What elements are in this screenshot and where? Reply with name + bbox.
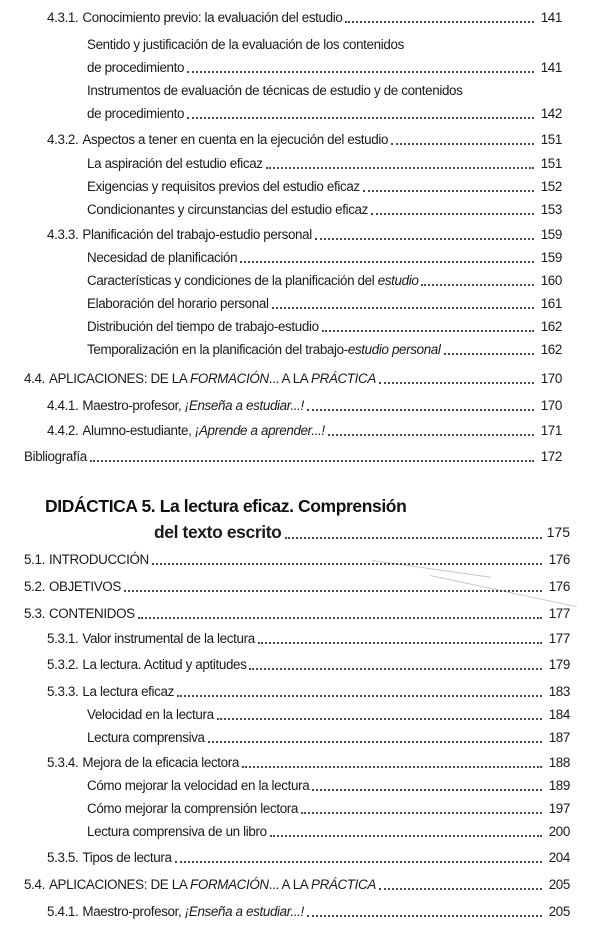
entry-number: 5.4. [24,877,45,892]
entry-number: 5.3.4. [47,755,79,770]
toc-entry [47,849,570,866]
entry-label: Aspectos a tener en cuenta en la ejecución del estudio [82,132,389,147]
page-number: 162 [540,342,562,357]
entry-label-line: Instrumentos de evaluación de técnicas de estudio y de contenidos [87,83,463,98]
toc-entry [87,201,562,218]
entry-label-italic: PRÁCTICA [311,877,376,892]
entry-label: Exigencias y requisitos previos del estudio eficaz [87,179,360,194]
page-number: 205 [548,877,570,892]
entry-label-text: Temporalización en la planificación del trabajo- [87,342,348,357]
page-number: 170 [540,398,562,413]
leader-dots [152,563,542,565]
entry-number: 5.3.2. [47,657,79,672]
page-number: 162 [540,319,562,334]
entry-label [82,903,303,920]
leader-dots [258,642,542,644]
entry-label: La lectura. Actitud y aptitudes [82,657,247,672]
leader-dots [371,213,534,215]
entry-label: Conocimiento previo: la evaluación del estudio [82,10,343,25]
toc-entry [47,754,570,771]
entry-label [49,370,376,387]
entry-label: CONTENIDOS [48,606,135,621]
leader-dots [444,353,534,355]
page-number: 187 [548,730,570,745]
toc-entry [87,155,562,172]
entry-number: 5.3.1. [47,631,79,646]
entry-label [49,876,376,893]
toc-entry [47,9,562,26]
toc-entry [47,226,562,243]
toc-entry [24,370,562,387]
chapter-title: DIDÁCTICA 5. La lectura eficaz. Comprensión [45,496,407,516]
entry-label: Planificación del trabajo-estudio personal [82,227,312,242]
leader-dots [272,307,534,309]
leader-dots [312,789,542,791]
toc-entry [87,249,562,266]
chapter-title-line2: del texto escrito [154,522,282,542]
leader-dots [307,409,534,411]
page-number: 204 [548,850,570,865]
page-number: 200 [548,824,570,839]
leader-dots [307,915,542,917]
entry-label [87,272,418,289]
page-number: 177 [548,606,570,621]
page-number: 151 [540,156,562,171]
entry-label-italic: ¡Enseña a estudiar...! [184,904,304,919]
entry-number: 5.3.3. [47,684,79,699]
page-number: 184 [548,707,570,722]
page-number: 176 [548,552,570,567]
entry-label-italic: ¡Enseña a estudiar...! [184,398,304,413]
entry-label-text: APLICACIONES: DE LA [48,877,191,892]
entry-label-line: Sentido y justificación de la evaluación de los contenidos [87,37,404,52]
toc-entry [87,178,562,195]
page-number: 152 [540,179,562,194]
page-number: 205 [548,904,570,919]
entry-label-italic: FORMACIÓN [190,877,269,892]
page-number: 142 [540,106,562,121]
entry-label: INTRODUCCIÓN [48,552,149,567]
leader-dots [285,537,541,539]
leader-dots [208,741,542,743]
toc-entry [87,800,570,817]
entry-number: 4.4.1. [47,398,79,413]
entry-label: Elaboración del horario personal [87,296,269,311]
entry-label-text: Maestro-profesor, [82,398,185,413]
toc-entry [87,777,570,794]
leader-dots [249,668,542,670]
entry-label: Lectura comprensiva [87,730,205,745]
leader-dots [266,167,534,169]
toc-entry [87,59,562,76]
page-number: 153 [540,202,562,217]
entry-label: Valor instrumental de la lectura [82,631,255,646]
page-number: 183 [548,684,570,699]
page-number: 141 [540,10,562,25]
entry-number: 4.4. [24,371,45,386]
entry-label: de procedimiento [87,60,185,75]
entry-label-text: APLICACIONES: DE LA [48,371,191,386]
entry-number: 4.3.3. [47,227,79,242]
entry-number: 5.2. [24,579,45,594]
page-number: 161 [540,296,562,311]
leader-dots [270,835,542,837]
entry-label [82,397,303,414]
entry-label [82,422,324,439]
chapter-title-row [154,521,570,543]
leader-dots [315,238,534,240]
page-number: 159 [540,227,562,242]
entry-number: 4.3.2. [47,132,79,147]
toc-entry [87,706,570,723]
entry-label: Bibliografía [24,449,87,464]
toc-entry [47,683,570,700]
entry-label: Tipos de lectura [82,850,172,865]
leader-dots [187,71,534,73]
toc-entry [24,448,562,465]
entry-number: 5.3.5. [47,850,79,865]
page-number: 179 [548,657,570,672]
leader-dots [90,460,534,462]
leader-dots [138,617,542,619]
page-number: 170 [540,371,562,386]
entry-label: de procedimiento [87,106,185,121]
entry-label: Cómo mejorar la velocidad en la lectura [87,778,310,793]
entry-label: OBJETIVOS [48,579,121,594]
entry-label [87,341,441,358]
page-number: 171 [540,423,562,438]
toc-entry [47,397,562,414]
leader-dots [301,812,542,814]
entry-number: 5.1. [24,552,45,567]
toc-entry [24,578,570,595]
leader-dots [421,284,534,286]
page-number: 159 [540,250,562,265]
entry-label: La lectura eficaz [82,684,174,699]
page-number: 188 [548,755,570,770]
page-number: 189 [548,778,570,793]
toc-entry [47,630,570,647]
entry-label: Distribución del tiempo de trabajo-estudio [87,319,319,334]
toc-entry [47,656,570,673]
toc-entry [24,605,570,622]
entry-label: Condicionantes y circunstancias del estudio eficaz [87,202,368,217]
entry-label-italic: estudio [377,273,419,288]
leader-dots [379,382,534,384]
page-number: 160 [540,273,562,288]
leader-dots [124,590,542,592]
entry-number: 5.4.1. [47,904,79,919]
leader-dots [391,143,534,145]
page-number: 177 [548,631,570,646]
toc-entry [87,105,562,122]
page-number: 197 [548,801,570,816]
entry-label: La aspiración del estudio eficaz [87,156,263,171]
toc-entry [87,272,562,289]
entry-number: 4.3.1. [47,10,79,25]
leader-dots [242,766,542,768]
leader-dots [328,434,534,436]
page-number: 141 [540,60,562,75]
toc-entry [87,295,562,312]
leader-dots [363,190,534,192]
toc-entry [24,551,570,568]
entry-label: Lectura comprensiva de un libro [87,824,267,839]
toc-entry [87,729,570,746]
page-number: 172 [540,449,562,464]
leader-dots [322,330,534,332]
page-number: 151 [540,132,562,147]
entry-label-italic: PRÁCTICA [311,371,376,386]
leader-dots [240,261,534,263]
leader-dots [379,888,542,890]
toc-entry [47,422,562,439]
entry-label: Necesidad de planificación [87,250,238,265]
entry-label-italic: estudio personal [347,342,441,357]
entry-label-italic: ¡Aprende a aprender...! [194,423,325,438]
entry-label-text: ... A LA [268,877,311,892]
entry-label: Velocidad en la lectura [87,707,214,722]
entry-label: Cómo mejorar la comprensión lectora [87,801,299,816]
entry-number: 5.3. [24,606,45,621]
toc-entry [47,903,570,920]
entry-label-text: Alumno-estudiante, [82,423,195,438]
entry-label-text: Maestro-profesor, [82,904,185,919]
leader-dots [187,117,534,119]
entry-label-text: ... A LA [268,371,311,386]
page-number: 175 [546,524,570,540]
toc-entry [87,318,562,335]
leader-dots [177,695,542,697]
leader-dots [217,718,542,720]
toc-entry [24,876,570,893]
toc-entry [87,823,570,840]
toc-entry [47,131,562,148]
entry-number: 4.4.2. [47,423,79,438]
entry-label-text: Características y condiciones de la planificación del [87,273,378,288]
page-number: 176 [548,579,570,594]
entry-label: Mejora de la eficacia lectora [82,755,239,770]
entry-label-italic: FORMACIÓN [190,371,269,386]
leader-dots [345,21,534,23]
leader-dots [175,861,542,863]
toc-entry [87,341,562,358]
